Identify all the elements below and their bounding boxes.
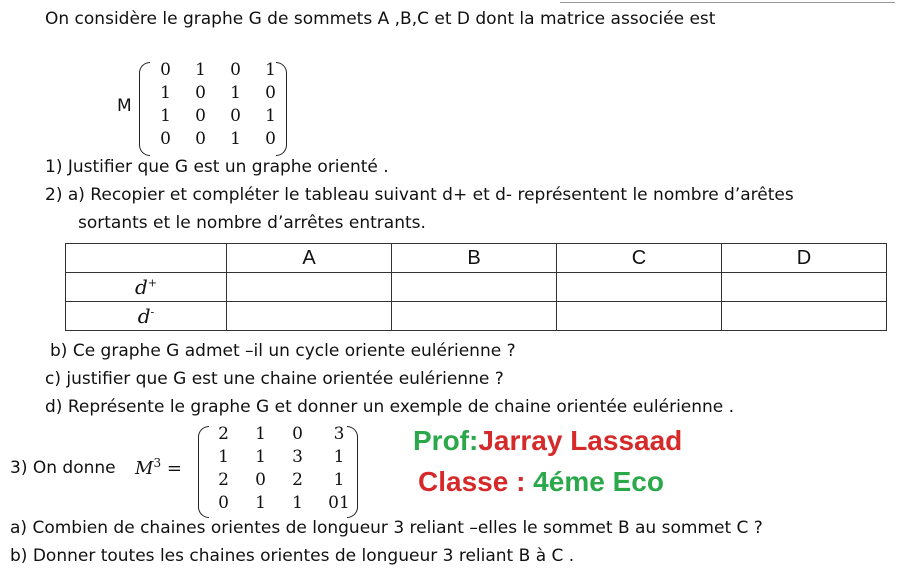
matrix-cell: 1 bbox=[265, 60, 276, 80]
matrix-cell: 0 bbox=[265, 83, 276, 103]
table-header-a: A bbox=[227, 244, 392, 273]
matrix-cell: 1 bbox=[333, 470, 345, 490]
matrix-cell: 0 bbox=[218, 493, 229, 513]
matrix-cell: 0 bbox=[230, 106, 241, 126]
question-2c: c) justifier que G est une chaine orientée eulérienne ? bbox=[45, 369, 504, 389]
table-row-label-dplus: d+ bbox=[66, 273, 227, 302]
matrix-cell: 01 bbox=[328, 493, 350, 513]
class-credit: Classe : 4éme Eco bbox=[418, 466, 664, 497]
matrix-cell: 0 bbox=[265, 129, 276, 149]
question-1: 1) Justifier que G est un graphe orienté . bbox=[45, 157, 389, 177]
table-cell bbox=[227, 273, 392, 302]
matrix-cell: 1 bbox=[160, 83, 171, 103]
matrix-right-bracket bbox=[276, 62, 287, 156]
matrix-cell: 1 bbox=[230, 83, 241, 103]
table-row-label-dminus: d- bbox=[66, 302, 227, 331]
matrix-cell: 1 bbox=[265, 106, 276, 126]
question-3a: a) Combien de chaines orientes de longueur 3 reliant –elles le sommet B au sommet C ? bbox=[10, 518, 763, 538]
table-cell bbox=[722, 302, 887, 331]
table-cell bbox=[722, 273, 887, 302]
table-row-dminus bbox=[66, 302, 887, 331]
matrix-cell: 0 bbox=[195, 106, 206, 126]
table-cell bbox=[392, 302, 557, 331]
matrix-cell: 1 bbox=[292, 493, 303, 513]
question-3b: b) Donner toutes les chaines orientes de longueur 3 reliant B à C . bbox=[10, 546, 575, 566]
matrix-m3-grid bbox=[205, 424, 362, 516]
matrix-m-grid bbox=[148, 60, 288, 152]
question-2a-line1: 2) a) Recopier et compléter le tableau suivant d+ et d- représentent le nombre d’arêtes bbox=[45, 185, 794, 205]
matrix-cell: 1 bbox=[195, 60, 206, 80]
table-cell bbox=[392, 273, 557, 302]
matrix-cell: 1 bbox=[218, 447, 229, 467]
question-2b: b) Ce graphe G admet –il un cycle oriente eulérienne ? bbox=[50, 341, 516, 361]
question-2a-line2: sortants et le nombre d’arrêtes entrants. bbox=[78, 213, 426, 233]
matrix-cell: 2 bbox=[292, 470, 303, 490]
table-cell bbox=[557, 273, 722, 302]
matrix-cell: 0 bbox=[160, 129, 171, 149]
matrix-cell: 1 bbox=[255, 447, 266, 467]
question-3-prefix: 3) On donne bbox=[10, 458, 116, 478]
table-cell bbox=[557, 302, 722, 331]
matrix-m3-label: $M^3$ = bbox=[135, 456, 182, 479]
intro-text: On considère le graphe G de sommets A ,B,C et D dont la matrice associée est bbox=[45, 9, 716, 29]
matrix-cell: 0 bbox=[255, 470, 266, 490]
table-header-row bbox=[66, 244, 887, 273]
matrix-cell: 3 bbox=[292, 447, 303, 467]
degree-table bbox=[65, 243, 887, 331]
table-corner-cell bbox=[66, 244, 227, 273]
matrix-m-label: M bbox=[117, 96, 132, 116]
matrix-cell: 1 bbox=[160, 106, 171, 126]
matrix-cell: 1 bbox=[255, 493, 266, 513]
matrix-cell: 2 bbox=[218, 424, 229, 444]
matrix-cell: 2 bbox=[218, 470, 229, 490]
top-rule bbox=[560, 2, 895, 3]
matrix-cell: 0 bbox=[292, 424, 303, 444]
matrix-cell: 0 bbox=[195, 129, 206, 149]
matrix-cell: 0 bbox=[160, 60, 171, 80]
matrix-cell: 1 bbox=[230, 129, 241, 149]
matrix-cell: 1 bbox=[333, 447, 345, 467]
table-cell bbox=[227, 302, 392, 331]
table-header-c: C bbox=[557, 244, 722, 273]
question-2d: d) Représente le graphe G et donner un exemple de chaine orientée eulérienne . bbox=[45, 397, 735, 417]
prof-credit: Prof:Jarray Lassaad bbox=[413, 425, 683, 456]
matrix-cell: 0 bbox=[195, 83, 206, 103]
table-row-dplus bbox=[66, 273, 887, 302]
table-header-d: D bbox=[722, 244, 887, 273]
matrix-m3-right-bracket bbox=[347, 426, 358, 518]
matrix-cell: 0 bbox=[230, 60, 241, 80]
table-header-b: B bbox=[392, 244, 557, 273]
matrix-cell: 3 bbox=[333, 424, 345, 444]
matrix-cell: 1 bbox=[255, 424, 266, 444]
